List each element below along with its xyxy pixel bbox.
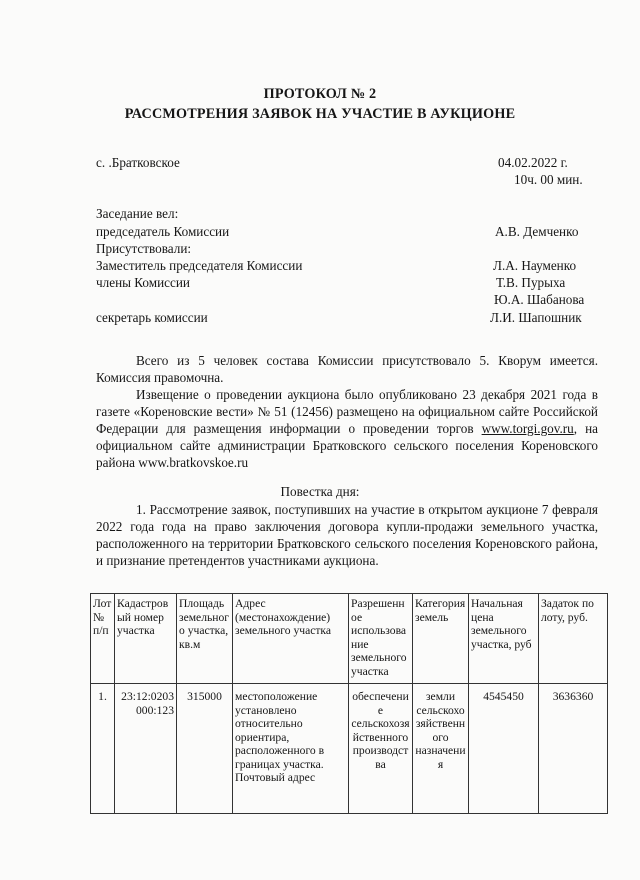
deputy-name: Л.А. Науменко — [493, 258, 577, 273]
torgi-link[interactable]: www.torgi.gov.ru — [481, 421, 574, 436]
agenda-title: Повестка дня: — [280, 484, 360, 499]
header-category: Категория земель — [413, 594, 469, 684]
notice-paragraph — [96, 386, 598, 471]
present-label: Присутствовали: — [96, 241, 192, 256]
header-cadastral: Кадастровый номер участка — [115, 594, 177, 684]
deputy-role: Заместитель председателя Комиссии — [96, 258, 303, 273]
quorum-paragraph: Всего из 5 человек состава Комиссии присутствовало 5. Кворум имеется. Комиссия правомочна. — [96, 353, 598, 385]
members-role: члены Комиссии — [96, 275, 190, 290]
secretary-role: секретарь комиссии — [96, 310, 208, 325]
meeting-date: 04.02.2022 г. — [498, 155, 568, 170]
agenda-item: 1. Рассмотрение заявок, поступивших на участие в открытом аукционе 7 февраля 2022 года года на право заключения договора купли-продажи земельного участка, расположенного на территории Братковского сельского поселения Кореновского района, и признание претендентов участниками аукциона. — [96, 502, 598, 568]
table-header-row — [91, 594, 608, 684]
header-lot: Лот № п/п — [91, 594, 115, 684]
protocol-title: ПРОТОКОЛ № 2 — [263, 86, 377, 102]
member-name: Ю.А. Шабанова — [494, 292, 585, 307]
header-usage: Разрешенное использование земельного участка — [349, 594, 413, 684]
lots-table — [90, 593, 608, 814]
cell-lot: 1. — [91, 684, 115, 814]
cell-area: 315000 — [177, 684, 233, 814]
header-deposit: Задаток по лоту, руб. — [539, 594, 608, 684]
cell-address: местоположение установлено относительно ориентира, расположенного в границах участка. Почтовый адрес — [233, 684, 349, 814]
chair-name: А.В. Демченко — [495, 224, 579, 239]
cell-usage: обеспечение сельскохозяйственного производства — [349, 684, 413, 814]
meeting-place: с. .Братковское — [96, 155, 180, 170]
header-price: Начальная цена земельного участка, руб — [469, 594, 539, 684]
chaired-label: Заседание вел: — [96, 206, 179, 221]
notice-text-end: , на официальном сайте администрации Братковского сельского поселения Кореновского района www.bratkovskoe.ru — [96, 421, 599, 470]
cell-category: земли сельскохозяйственного назначения — [413, 684, 469, 814]
cell-cadastral: 23:12:0203000:123 — [115, 684, 177, 814]
chair-role: председатель Комиссии — [96, 224, 230, 239]
cell-deposit: 3636360 — [539, 684, 608, 814]
protocol-subtitle: РАССМОТРЕНИЯ ЗАЯВОК НА УЧАСТИЕ В АУКЦИОНЕ — [124, 106, 516, 122]
meeting-time: 10ч. 00 мин. — [514, 172, 583, 187]
cell-price: 4545450 — [469, 684, 539, 814]
table-row — [91, 684, 608, 814]
header-address: Адрес (местонахождение) земельного участка — [233, 594, 349, 684]
member-name: Т.В. Пурыха — [496, 275, 566, 290]
secretary-name: Л.И. Шапошник — [490, 310, 582, 325]
notice-text: Извещение о проведении аукциона было опубликовано 23 декабря 2021 года в газете «Кореновские вести» № 51 (12456) размещено на официальном сайте Российской Федерации для размещения информации о проведении торгов — [96, 387, 598, 436]
header-area: Площадь земельного участка, кв.м — [177, 594, 233, 684]
